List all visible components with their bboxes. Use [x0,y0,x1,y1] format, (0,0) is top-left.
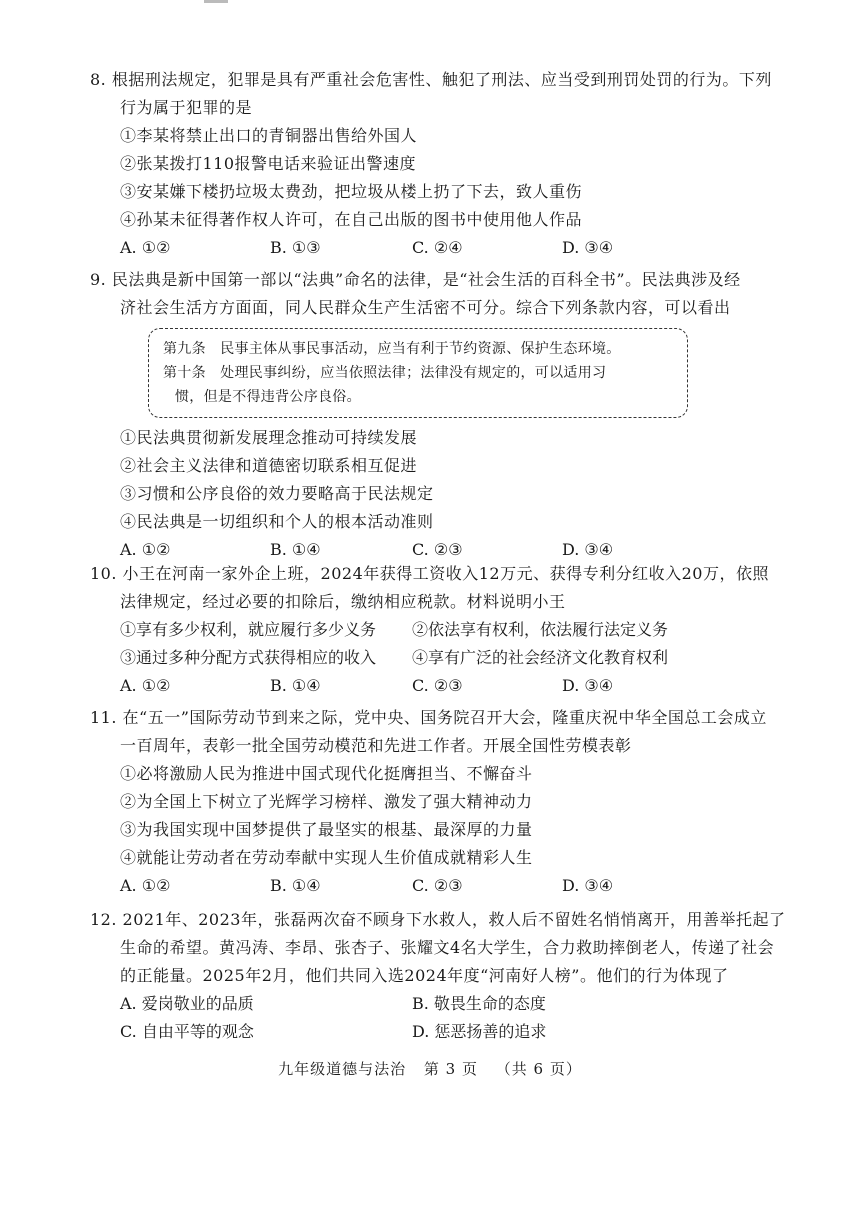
option-a[interactable]: A. ①② [120,876,171,895]
statement-item: ③安某嫌下楼扔垃圾太费劲，把垃圾从楼上扔了下去，致人重伤 [120,182,583,201]
statement-pair [90,644,740,672]
option-c[interactable]: C. ②④ [412,238,463,257]
statement-item: ②张某拨打110报警电话来验证出警速度 [120,154,417,173]
question-stem-line: 法律规定，经过必要的扣除后，缴纳相应税款。材料说明小王 [120,592,566,611]
option-b[interactable]: B. ①④ [270,676,321,695]
option-d[interactable]: D. 惩恶扬善的追求 [412,1022,547,1041]
law-article: 第十条 处理民事纠纷，应当依照法律；法律没有规定的，可以适用习 [163,365,607,381]
question-8 [90,66,772,262]
statement-pair [90,616,740,644]
option-a[interactable]: A. ①② [120,540,171,559]
option-c[interactable]: C. ②③ [412,876,463,895]
statement-item: ④孙某未征得著作权人许可，在自己出版的图书中使用他人作品 [120,210,583,229]
statement-item: ③习惯和公序良俗的效力要略高于民法规定 [120,484,434,503]
question-11 [90,704,767,900]
statement-item: ①必将激励人民为推进中国式现代化挺膺担当、不懈奋斗 [120,764,533,783]
option-d[interactable]: D. ③④ [562,238,614,257]
footer-page-number: 第 3 页 [423,1060,478,1078]
option-b[interactable]: B. ①④ [270,540,321,559]
statement-item: ①享有多少权利，就应履行多少义务 [120,620,377,639]
statement-item: ①李某将禁止出口的青铜器出售给外国人 [120,126,418,145]
option-a[interactable]: A. 爱岗敬业的品质 [120,994,254,1013]
statement-item: ②依法享有权利，依法履行法定义务 [412,620,669,639]
question-9 [90,266,740,564]
statement-item: ③为我国实现中国梦提供了最坚实的根基、最深厚的力量 [120,820,533,839]
answer-options-row [90,990,740,1018]
law-article-continuation: 惯，但是不得违背公序良俗。 [175,389,361,405]
question-stem-line: 的正能量。2025年2月，他们共同入选2024年度“河南好人榜”。他们的行为体现了 [120,966,729,985]
law-article: 第九条 民事主体从事民事活动，应当有利于节约资源、保护生态环境。 [163,341,621,357]
option-d[interactable]: D. ③④ [562,876,614,895]
question-stem-line: 8. 根据刑法规定，犯罪是具有严重社会危害性、触犯了刑法、应当受到刑罚处罚的行为。下列 [90,70,772,89]
statement-item: ④享有广泛的社会经济文化教育权利 [412,648,669,667]
answer-options [90,234,740,262]
question-stem-line: 12. 2021年、2023年，张磊两次奋不顾身下水救人，救人后不留姓名悄悄离开，用善举托起了 [90,910,786,929]
answer-options-row [90,1018,740,1046]
statement-item: ④就能让劳动者在劳动奉献中实现人生价值成就精彩人生 [120,848,533,867]
option-b[interactable]: B. ①④ [270,876,321,895]
question-stem-line: 生命的希望。黄冯涛、李昂、张杏子、张耀文4名大学生，合力救助摔倒老人，传递了社会 [120,938,775,957]
option-a[interactable]: A. ①② [120,676,171,695]
page-footer [0,1058,860,1079]
option-a[interactable]: A. ①② [120,238,171,257]
question-stem-line: 行为属于犯罪的是 [120,98,253,117]
statement-item: ④民法典是一切组织和个人的根本活动准则 [120,512,434,531]
statement-item: ②为全国上下树立了光辉学习榜样、激发了强大精神动力 [120,792,533,811]
option-c[interactable]: C. ②③ [412,676,463,695]
option-b[interactable]: B. 敬畏生命的态度 [412,994,546,1013]
question-12 [90,906,786,1046]
question-stem-line: 一百周年，表彰一批全国劳动模范和先进工作者。开展全国性劳模表彰 [120,736,632,755]
answer-options [90,672,740,700]
option-c[interactable]: C. ②③ [412,540,463,559]
question-stem-line: 10. 小王在河南一家外企上班，2024年获得工资收入12万元、获得专利分红收入20万，依照 [90,564,769,583]
statement-item: ②社会主义法律和道德密切联系相互促进 [120,456,418,475]
question-stem-line: 济社会生活方方面面，同人民群众生产生活密不可分。综合下列条款内容，可以看出 [120,298,731,317]
option-b[interactable]: B. ①③ [270,238,321,257]
footer-subject: 九年级道德与法治 [278,1060,407,1078]
statement-item: ③通过多种分配方式获得相应的收入 [120,648,377,667]
footer-total-pages: （共 6 页） [495,1060,582,1078]
option-d[interactable]: D. ③④ [562,676,614,695]
statement-item: ①民法典贯彻新发展理念推动可持续发展 [120,428,418,447]
answer-options [90,872,740,900]
option-c[interactable]: C. 自由平等的观念 [120,1022,254,1041]
question-stem-line: 11. 在“五一”国际劳动节到来之际，党中央、国务院召开大会，隆重庆祝中华全国总工会成立 [90,708,767,727]
option-d[interactable]: D. ③④ [562,540,614,559]
scan-artifact [204,0,228,3]
question-stem-line: 9. 民法典是新中国第一部以“法典”命名的法律，是“社会生活的百科全书”。民法典涉及经 [90,270,741,289]
law-quote-box [148,328,688,418]
question-10 [90,560,769,700]
